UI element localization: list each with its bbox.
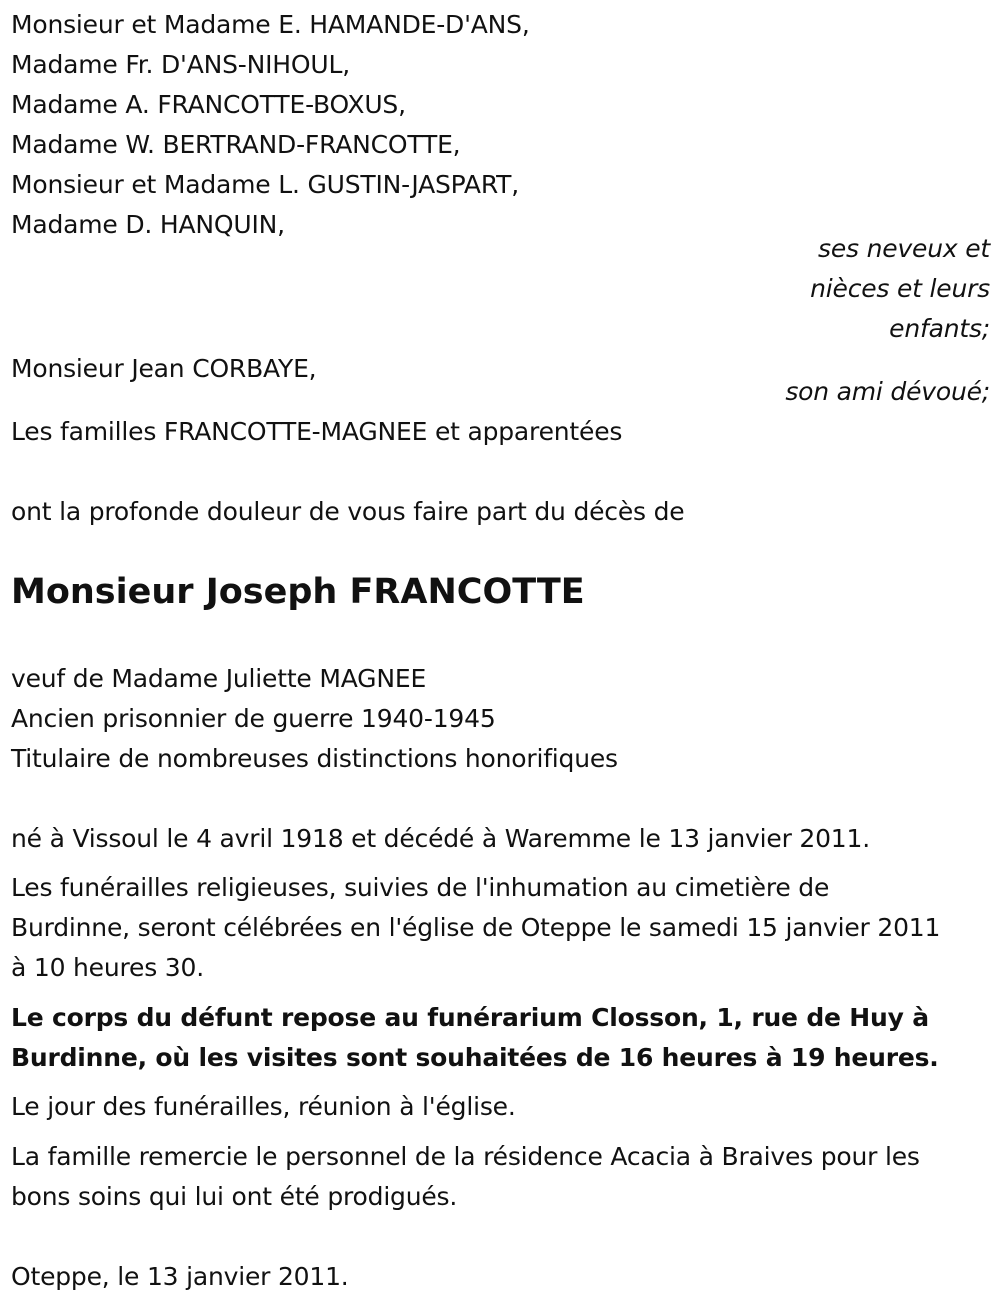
visit-line: Le corps du défunt repose au funérarium Closson, 1, rue de Huy à [11,1003,929,1032]
announcer-line: Madame Fr. D'ANS-NIHOUL, [11,50,350,79]
announcer-line: Madame D. HANQUIN, [11,210,285,239]
meeting-line: Le jour des funérailles, réunion à l'église. [11,1092,516,1121]
birth-death-line: né à Vissoul le 4 avril 1918 et décédé à Waremme le 13 janvier 2011. [11,824,870,853]
relation-nephews-line: nièces et leurs [810,274,990,303]
detail-line: Ancien prisonnier de guerre 1940-1945 [11,704,496,733]
announcer-line: Monsieur et Madame E. HAMANDE-D'ANS, [11,10,530,39]
relation-friend-line: son ami dévoué; [785,377,990,406]
announcer-line: Madame W. BERTRAND-FRANCOTTE, [11,130,461,159]
announcer-line: Monsieur et Madame L. GUSTIN-JASPART, [11,170,519,199]
detail-line: Titulaire de nombreuses distinctions honorifiques [11,744,618,773]
funeral-line: Burdinne, seront célébrées en l'église de Oteppe le samedi 15 janvier 2011 [11,913,941,942]
deceased-name: Monsieur Joseph FRANCOTTE [11,572,585,612]
funeral-line: à 10 heures 30. [11,953,204,982]
announcement-line: ont la profonde douleur de vous faire part du décès de [11,497,685,526]
announcer-line: Madame A. FRANCOTTE-BOXUS, [11,90,406,119]
relation-nephews-line: ses neveux et [818,234,990,263]
thanks-line: La famille remercie le personnel de la résidence Acacia à Braives pour les [11,1142,920,1171]
funeral-line: Les funérailles religieuses, suivies de l'inhumation au cimetière de [11,873,830,902]
detail-line: veuf de Madame Juliette MAGNEE [11,664,427,693]
friend-line: Monsieur Jean CORBAYE, [11,354,317,383]
relation-nephews-line: enfants; [889,314,990,343]
thanks-line: bons soins qui lui ont été prodigués. [11,1182,458,1211]
visit-line: Burdinne, où les visites sont souhaitées de 16 heures à 19 heures. [11,1043,939,1072]
place-date-line: Oteppe, le 13 janvier 2011. [11,1262,349,1291]
families-line: Les familles FRANCOTTE-MAGNEE et apparentées [11,417,623,446]
